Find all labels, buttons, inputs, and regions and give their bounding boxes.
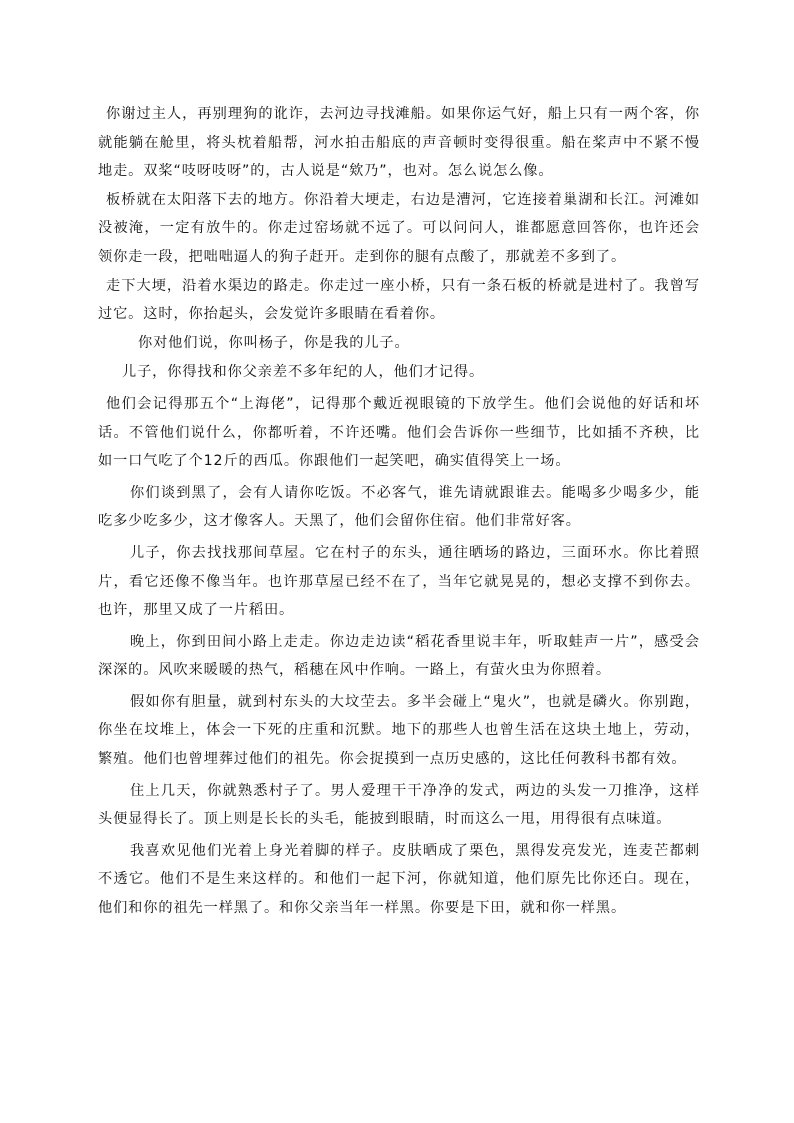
paragraph-introduce-self: 你对他们说，你叫杨子，你是我的儿子。	[138, 334, 410, 351]
paragraph-shanghai-guys: 他们会记得那五个“上海佬”，记得那个戴近视眼镜的下放学生。他们会说他的好话和坏话。不管他们说什么，你都听着，不许还嘴。他们会告诉你一些细节，比如插不齐秧，比如一口气吃了个12斤的西瓜。你跟他们一起笑吧，确实值得笑上一场。	[98, 395, 700, 470]
paragraph-boat: 你谢过主人，再别理狗的讹诈，去河边寻找滩船。如果你运气好，船上只有一两个客，你就能躺在舱里，将头枕着船帮，河水拍击船底的声音顿时变得很重。船在桨声中不紧不慢地走。双桨“吱呀吱呀”的，古人说是“欸乃”，也对。怎么说怎么像。	[98, 106, 700, 180]
paragraph-dinner: 你们谈到黑了，会有人请你吃饭。不必客气，谁先请就跟谁去。能喝多少喝多少，能吃多少吃多少，这才像客人。天黑了，他们会留你住宿。他们非常好客。	[98, 484, 700, 530]
paragraph-hairstyle: 住上几天，你就熟悉村子了。男人爱理干干净净的发式，两边的头发一刀推净，这样头便显得长了。顶上则是长长的头毛，能披到眼睛，时而这么一甩，用得很有点味道。	[98, 782, 700, 828]
paragraph-dark-skin: 我喜欢见他们光着上身光着脚的样子。皮肤晒成了栗色，黑得发亮发光，连麦芒都刺不透它。他们不是生来这样的。和他们一起下河，你就知道，他们原先比你还白。现在，他们和你的祖先一样黑了。和你父亲当年一样黑。你要是下田，就和你一样黑。	[98, 842, 700, 917]
paragraph-evening-walk: 晚上，你到田间小路上走走。你边走边读“稻花香里说丰年，听取蛙声一片”，感受会深深的。风吹来暖暖的热气，稻穗在风中作响。一路上，有萤火虫为你照着。	[98, 633, 700, 679]
paragraph-village-entrance: 走下大埂，沿着水渠边的路走。你走过一座小桥，只有一条石板的桥就是进村了。我曾写过它。这时，你抬起头，会发觉许多眼睛在看着你。	[98, 277, 700, 323]
essay-body	[98, 100, 700, 923]
paragraph-banqiao: 板桥就在太阳落下去的地方。你沿着大埂走，右边是漕河，它连接着巢湖和长江。河滩如没被淹，一定有放牛的。你走过窑场就不远了。可以问问人，谁都愿意回答你，也许还会领你走一段，把咄咄逼人的狗子赶开。走到你的腿有点酸了，那就差不多到了。	[98, 191, 700, 265]
paragraph-find-elders: 儿子，你得找和你父亲差不多年纪的人，他们才记得。	[122, 364, 485, 381]
paragraph-thatched-hut: 儿子，你去找找那间草屋。它在村子的东头，通往晒场的路边，三面环水。你比着照片，看它还像不像当年。也许那草屋已经不在了，当年它就晃晃的，想必支撑不到你去。也许，那里又成了一片稻田。	[98, 544, 700, 619]
paragraph-graveyard: 假如你有胆量，就到村东头的大坟茔去。多半会碰上“鬼火”，也就是磷火。你别跑，你坐在坟堆上，体会一下死的庄重和沉默。地下的那些人也曾生活在这块土地上，劳动，繁殖。他们也曾埋葬过他们的祖先。你会捉摸到一点历史感的，这比任何教科书都有效。	[98, 693, 700, 768]
